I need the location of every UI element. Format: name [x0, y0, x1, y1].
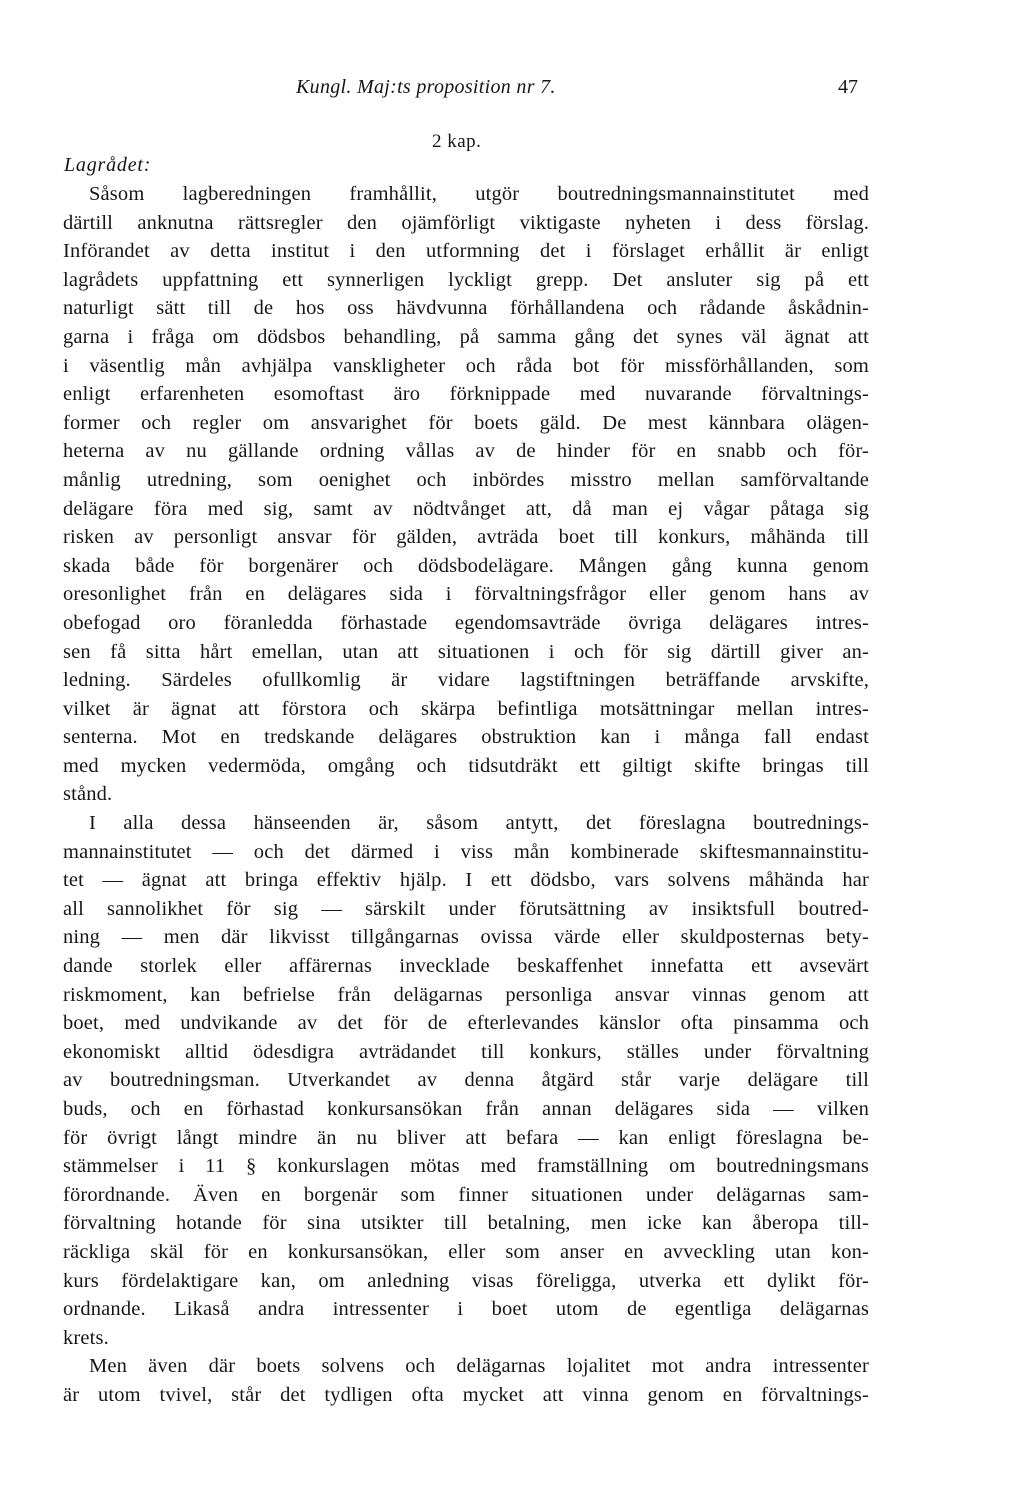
text-line: ordnande. Likaså andra intressenter i boet utom de egentliga delägarnas	[63, 1298, 869, 1321]
text-line: kurs fördelaktigare kan, om anledning visas föreligga, utverka ett dylikt för-	[63, 1269, 869, 1292]
text-line: ledning. Särdeles ofullkomlig är vidare lagstiftningen beträffande arvskifte,	[63, 669, 869, 692]
text-line: I alla dessa hänseenden är, såsom antytt, det föreslagna boutrednings-	[89, 812, 869, 835]
chapter-heading: 2 kap.	[432, 131, 482, 152]
text-line: i väsentlig mån avhjälpa vanskligheter och råda bot för missförhållanden, som	[63, 354, 869, 377]
text-line: buds, och en förhastad konkursansökan från annan delägares sida — vilken	[63, 1098, 869, 1120]
text-line: tet — ägnat att bringa effektiv hjälp. I ett dödsbo, vars solvens måhända har	[63, 869, 869, 892]
text-line: skada både för borgenärer och dödsbodelägare. Mången gång kunna genom	[63, 554, 869, 577]
text-line: riskmoment, kan befrielse från delägarnas personliga ansvar vinnas genom att	[63, 983, 869, 1006]
text-line: all sannolikhet för sig — särskilt under förutsättning av insiktsfull boutred-	[63, 897, 869, 920]
text-line: delägare föra med sig, samt av nödtvånget att, då man ej vågar påtaga sig	[63, 497, 869, 520]
text-line: krets.	[63, 1326, 109, 1349]
text-line: garna i fråga om dödsbos behandling, på samma gång det synes väl ägnat att	[63, 325, 869, 348]
text-line: ning — men där likvisst tillgångarnas ovissa värde eller skuldposternas bety-	[63, 926, 869, 949]
text-line: Såsom lagberedningen framhållit, utgör boutredningsmannainstitutet med	[89, 183, 869, 205]
text-line: oresonlighet från en delägares sida i förvaltningsfrågor eller genom hans av	[63, 583, 869, 606]
text-line: med mycken vedermöda, omgång och tidsutdräkt ett giltigt skifte bringas till	[63, 754, 869, 777]
text-line: sen få sitta hårt emellan, utan att situationen i och för sig därtill giver an-	[63, 640, 869, 663]
text-line: Införandet av detta institut i den utformning det i förslaget erhållit är enligt	[63, 240, 869, 263]
text-line: vilket är ägnat att förstora och skärpa befintliga motsättningar mellan intres-	[63, 697, 869, 720]
text-line: senterna. Mot en tredskande delägares obstruktion kan i många fall endast	[63, 726, 869, 749]
text-line: stånd.	[63, 783, 113, 806]
body-text	[63, 180, 869, 1410]
text-line: av boutredningsman. Utverkandet av denna åtgärd står varje delägare till	[63, 1069, 869, 1092]
text-line: lagrådets uppfattning ett synnerligen lyckligt grepp. Det ansluter sig på ett	[63, 268, 869, 291]
text-line: månlig utredning, som oenighet och inbördes misstro mellan samförvaltande	[63, 468, 869, 491]
text-line: förvaltning hotande för sina utsikter till betalning, men icke kan åberopa till-	[63, 1212, 869, 1235]
text-line: former och regler om ansvarighet för boets gäld. De mest kännbara olägen-	[63, 411, 869, 434]
text-line: Men även där boets solvens och delägarnas lojalitet mot andra intressenter	[89, 1355, 869, 1378]
text-line: obefogad oro föranledda förhastade egendomsavträde övriga delägares intres-	[63, 611, 869, 634]
text-line: heterna av nu gällande ordning vållas av de hinder för en snabb och för-	[63, 440, 869, 463]
text-line: ekonomiskt alltid ödesdigra avträdandet till konkurs, ställes under förvaltning	[63, 1040, 869, 1063]
text-line: är utom tvivel, står det tydligen ofta mycket att vinna genom en förvaltnings-	[63, 1383, 869, 1406]
text-line: mannainstitutet — och det därmed i viss mån kombinerade skiftesmannainstitu-	[63, 840, 869, 863]
text-line: enligt erfarenheten esomoftast äro förknippade med nuvarande förvaltnings-	[63, 383, 869, 406]
text-line: dande storlek eller affärernas invecklade beskaffenhet innefatta ett avsevärt	[63, 955, 869, 978]
text-line: stämmelser i 11 § konkurslagen mötas med framställning om boutredningsmans	[63, 1155, 869, 1178]
running-title: Kungl. Maj:ts proposition nr 7.	[296, 76, 556, 98]
page-number: 47	[838, 76, 858, 98]
text-line: räckliga skäl för en konkursansökan, eller som anser en avveckling utan kon-	[63, 1240, 869, 1263]
text-line: därtill anknutna rättsregler den ojämförligt viktigaste nyheten i dess förslag.	[63, 211, 869, 234]
speaker-heading: Lagrådet:	[64, 154, 152, 176]
text-line: risken av personligt ansvar för gälden, avträda boet till konkurs, måhända till	[63, 526, 869, 549]
text-line: boet, med undvikande av det för de efterlevandes känslor ofta pinsamma och	[63, 1012, 869, 1035]
text-line: naturligt sätt till de hos oss hävdvunna förhållandena och rådande åskådnin-	[63, 297, 869, 320]
text-line: för övrigt långt mindre än nu bliver att befara — kan enligt föreslagna be-	[63, 1126, 869, 1149]
text-line: förordnande. Även en borgenär som finner situationen under delägarnas sam-	[63, 1183, 869, 1206]
